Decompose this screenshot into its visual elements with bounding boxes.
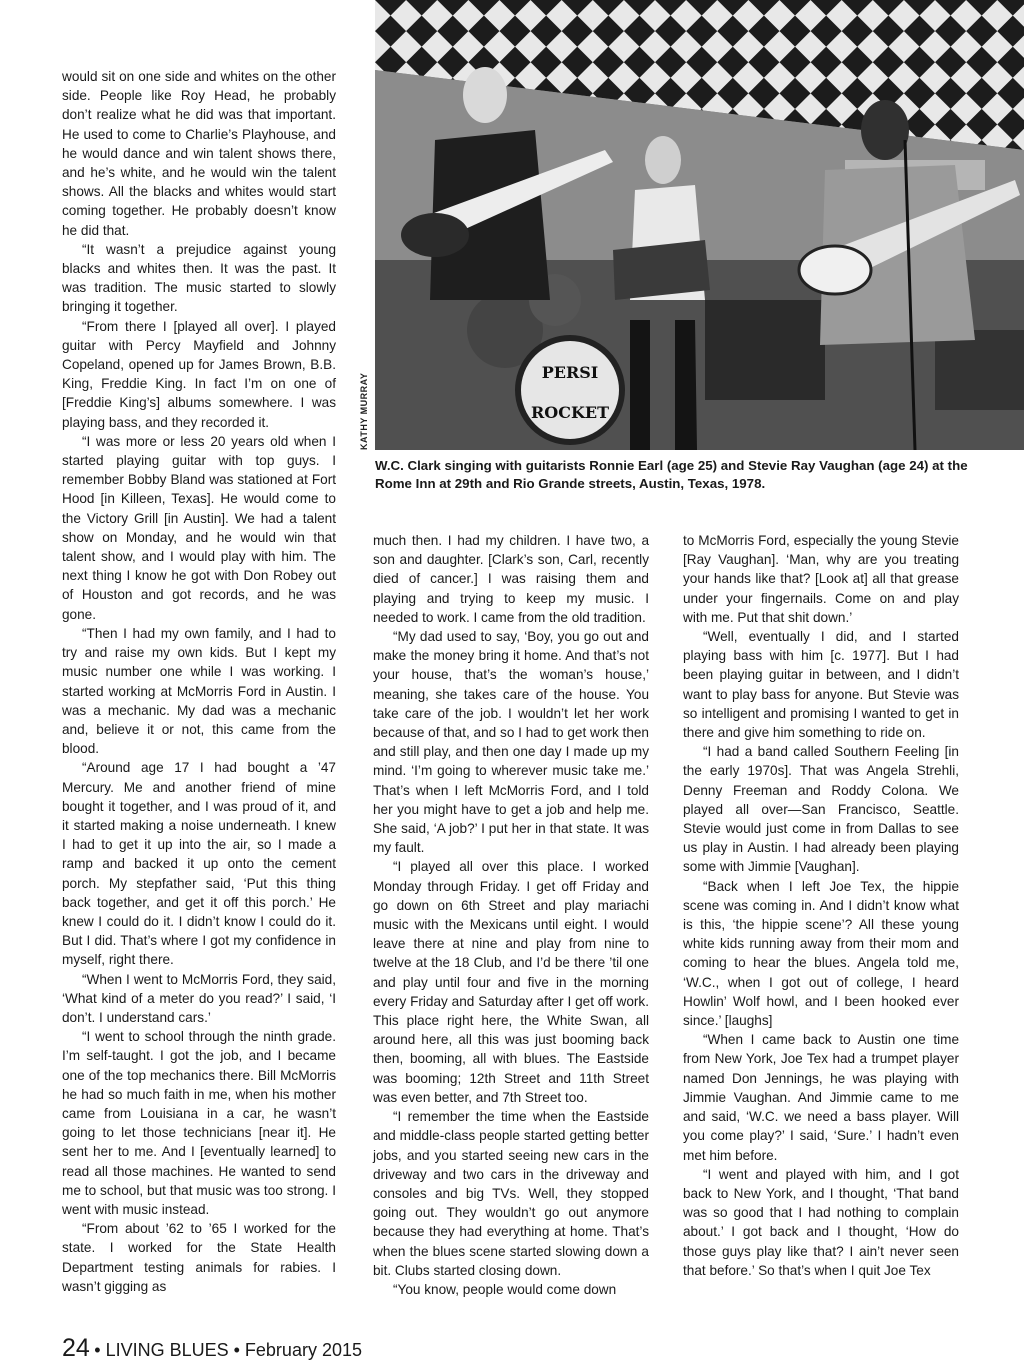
- paragraph: would sit on one side and whites on the other side. People like Roy Head, he probably don’t realize what he did was that important. He used to come to Charlie’s Playhouse, and he would dance and win talent shows there, and he’s white, and he would win the talent shows. All the blacks and whites would start coming together. He probably doesn’t know he did that.: [62, 69, 336, 238]
- page-footer: [62, 1334, 362, 1363]
- article-column-2: [373, 531, 649, 1299]
- paragraph: “Back when I left Joe Tex, the hippie scene was coming in. And I didn’t know what is this, ‘the hippie scene’? All these young white kids running away from their mom and coming to hear the blues. Angela told me, ‘W.C., when I got out of college, I heard Howlin’ Wolf howl, and I been hooked ever since.’ [laughs]: [683, 878, 959, 1029]
- page-number: 24: [62, 1334, 90, 1362]
- paragraph: “When I went to McMorris Ford, they said, ‘What kind of a meter do you read?’ I said, ‘I don’t. I understand cars.’: [62, 971, 336, 1025]
- paragraph: to McMorris Ford, especially the young Stevie [Ray Vaughan]. ‘Man, why are you treating your hands like that? [Look at] all that grease under your fingernails. Come on and play with me. Put that shit down.’: [683, 533, 959, 625]
- photo-caption: W.C. Clark singing with guitarists Ronnie Earl (age 25) and Stevie Ray Vaughan (age 24) at the Rome Inn at 29th and Rio Grande streets, Austin, Texas, 1978.: [375, 458, 968, 491]
- paragraph: “I had a band called Southern Feeling [in the early 1970s]. That was Angela Strehli, Denny Freeman and Roddy Colona. We played all over—San Francisco, Seattle. Stevie would just come in from Dallas to see us play in Austin. I had already been playing some with Jimmie [Vaughan].: [683, 744, 959, 875]
- magazine-issue: • LIVING BLUES • February 2015: [94, 1340, 362, 1360]
- photo-credit: KATHY MURRAY: [359, 372, 369, 450]
- paragraph: “When I came back to Austin one time from New York, Joe Tex had a trumpet player named Don Jennings, he was playing with Jimmie Vaughan. And Jimmie came to me and said, ‘W.C. we need a bass player. Will you come play?’ I said, ‘Sure.’ I hadn’t even met him before.: [683, 1032, 959, 1163]
- paragraph: “My dad used to say, ‘Boy, you go out and make the money bring it home. And that’s not your house, that’s the woman’s house,’ meaning, she takes care of the house. You take care of the job. I wouldn’t let her work because of that, and so I had to get work then and still play, and then one day I made up my mind. ‘I’m going to wherever music take me.’ That’s when I left McMorris Ford, and I told her you might have to get a job and help me. She said, ‘A job?’ I put her in that state. It was my fault.: [373, 629, 649, 856]
- paragraph: “I remember the time when the Eastside and middle-class people started getting better jobs, and you started seeing new cars in the driveway and two cars in the driveway and consoles and big TVs. Well, they stopped going out. They wouldn’t go out anymore because they had everything at home. That’s when the blues scene started slowing down a bit. Clubs started closing down.: [373, 1109, 649, 1278]
- paragraph: “You know, people would come down: [393, 1281, 617, 1297]
- paragraph: much then. I had my children. I have two, a son and daughter. [Clark’s son, Carl, recently died of cancer.] I was raising them and playing and trying to keep my music. I needed to work. I came from the old tradition.: [373, 533, 649, 625]
- paragraph: “Then I had my own family, and I had to try and raise my own kids. But I kept my music number one while I was working. I started working at McMorris Ford in Austin. I was a mechanic. My dad was a mechanic and, believe it or not, this came from the blood.: [62, 625, 336, 757]
- paragraph: “Around age 17 I had bought a ’47 Mercury. Me and another friend of mine bought it together, and I was proud of it, and it started making a noise underneath. I knew I had to get it up into the air, so I made a ramp and backed it up onto the cement porch. My stepfather said, ‘Put this thing back together, and get it off this porch.’ He knew I could do it. I didn’t know I could do it. But I did. That’s where I got my confidence in myself, right there.: [62, 760, 336, 968]
- paragraph: “I went to school through the ninth grade. I’m self-taught. I got the job, and I became one of the top mechanics there. Bill McMorris he had so much faith in me, when his mother came from Louisiana in a car, he wasn’t going to let those technicians [near it]. He sent her to me. And I [eventually learned] to read all those machines. He wanted to send me to school, but that music was too strong. I went with music instead.: [62, 1029, 336, 1217]
- article-column-3: [683, 531, 959, 1280]
- article-column-1: [62, 67, 336, 1296]
- paragraph: “I was more or less 20 years old when I started playing guitar with top guys. I remember Bobby Bland was stationed at Fort Hood [in Killeen, Texas]. He would come to the Victory Grill [in Austin]. We had a talent show on Monday, and he would win that talent show, and I would play with him. The next thing I know he got with Don Robey out of Houston and got records, and he was gone.: [62, 433, 336, 622]
- paragraph: “It wasn’t a prejudice against young blacks and whites then. It was the past. It was tradition. The music started to slowly bringing it together.: [62, 241, 336, 315]
- paragraph: “Well, eventually I did, and I started playing bass with him [c. 1977]. But I had been playing guitar in between, and I didn’t want to play bass for anyone. But Stevie was so intelligent and promising I wanted to get in there and give him something to ride on.: [683, 629, 959, 741]
- paragraph: “From there I [played all over]. I played guitar with Percy Mayfield and Johnny Copeland, opened up for James Brown, B.B. King, Freddie King. In fact I’m on one of [Freddie King’s] albums somewhere. I was playing bass, and they recorded it.: [62, 318, 336, 430]
- paragraph: “From about ’62 to ’65 I worked for the state. I worked for the State Health Department testing animals for rabies. I wasn’t gigging as: [62, 1221, 336, 1294]
- drum-text-top: PERSI: [541, 363, 599, 382]
- paragraph: “I went and played with him, and I got back to New York, and I thought, ‘That band was so good that I had nothing to complain about.’ I got back and I thought, ‘How do those guys play like that? I ain’t never seen that before.’ So that’s when I quit Joe Tex: [683, 1166, 959, 1278]
- paragraph: “I played all over this place. I worked Monday through Friday. I get off Friday and go down on 6th Street and play mariachi music with the Mexicans until eight. I would leave there at nine and play from nine to twelve at the 18 Club, and I’d be there ’til one and play until four and five in the morning every Friday and Saturday after I get off work. This place right here, the White Swan, all around here, all this was just booming back then, booming, all with blues. The Eastside was booming; 12th Street and 11th Street was even better, and 7th Street too.: [373, 859, 649, 1105]
- band-photo: [375, 0, 1024, 450]
- drum-text-bottom: ROCKET: [531, 403, 609, 422]
